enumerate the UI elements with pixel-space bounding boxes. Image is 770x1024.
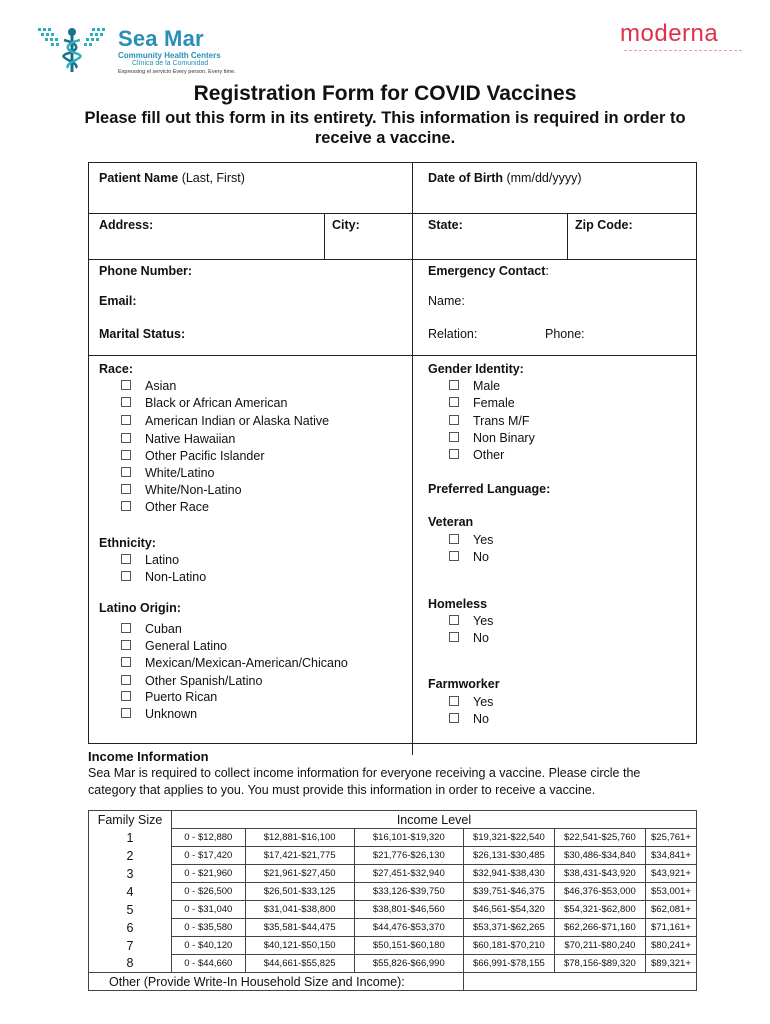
dob-hint: (mm/dd/yyyy) xyxy=(506,171,582,185)
income-level-cell[interactable]: $50,151-$60,180 xyxy=(354,937,463,955)
table-row xyxy=(89,865,697,883)
income-level-cell[interactable]: $43,921+ xyxy=(645,865,696,883)
race-option[interactable]: Other Race xyxy=(121,500,209,514)
family-size-cell: 5 xyxy=(89,901,172,919)
checkbox[interactable] xyxy=(121,708,131,718)
checkbox[interactable] xyxy=(449,380,459,390)
income-level-cell[interactable]: $39,751-$46,375 xyxy=(463,883,554,901)
checkbox[interactable] xyxy=(121,380,131,390)
income-level-cell[interactable]: 0 - $26,500 xyxy=(172,883,246,901)
race-option[interactable]: Asian xyxy=(121,379,176,393)
checkbox[interactable] xyxy=(121,415,131,425)
zip-divider xyxy=(567,213,568,259)
income-level-cell[interactable]: $54,321-$62,800 xyxy=(554,901,645,919)
latino-origin-option[interactable]: Puerto Rican xyxy=(121,690,217,704)
checkbox[interactable] xyxy=(449,551,459,561)
other-write-in[interactable]: Other (Provide Write-In Household Size and Income): xyxy=(89,973,464,991)
veteran-label: Veteran xyxy=(428,515,474,529)
income-level-cell[interactable]: $80,241+ xyxy=(645,937,696,955)
gender-option[interactable]: Female xyxy=(449,396,515,410)
income-level-cell[interactable]: $21,961-$27,450 xyxy=(245,865,354,883)
income-level-cell[interactable]: $40,121-$50,150 xyxy=(245,937,354,955)
latino-origin-option[interactable]: Mexican/Mexican-American/Chicano xyxy=(121,656,348,670)
checkbox[interactable] xyxy=(121,623,131,633)
income-level-cell[interactable]: $33,126-$39,750 xyxy=(354,883,463,901)
race-option[interactable]: Other Pacific Islander xyxy=(121,449,265,463)
latino-origin-option[interactable]: General Latino xyxy=(121,639,227,653)
marital-status-field[interactable]: Marital Status: xyxy=(99,327,186,341)
income-level-cell[interactable]: $35,581-$44,475 xyxy=(245,919,354,937)
sea-mar-line2: Clínica de la Comunidad xyxy=(132,60,209,67)
registration-form xyxy=(88,162,697,744)
checkbox[interactable] xyxy=(121,467,131,477)
sea-mar-name: Sea Mar xyxy=(118,26,204,51)
row-divider xyxy=(89,213,696,214)
table-header-row xyxy=(89,811,697,829)
income-level-cell[interactable]: $55,826-$66,990 xyxy=(354,955,463,973)
income-level-cell[interactable]: 0 - $12,880 xyxy=(172,829,246,847)
income-level-cell[interactable]: $89,321+ xyxy=(645,955,696,973)
gender-option[interactable]: Trans M/F xyxy=(449,414,529,428)
patient-name-label: Patient Name xyxy=(99,171,179,185)
income-level-header: Income Level xyxy=(172,811,697,829)
income-level-cell[interactable]: $71,161+ xyxy=(645,919,696,937)
income-level-cell[interactable]: $62,081+ xyxy=(645,901,696,919)
income-level-cell[interactable]: 0 - $44,660 xyxy=(172,955,246,973)
city-divider xyxy=(324,213,325,259)
income-level-cell[interactable]: $38,801-$46,560 xyxy=(354,901,463,919)
center-divider xyxy=(412,163,413,755)
table-row xyxy=(89,901,697,919)
row-divider xyxy=(89,355,696,356)
checkbox[interactable] xyxy=(121,433,131,443)
income-level-cell[interactable]: $21,776-$26,130 xyxy=(354,847,463,865)
family-size-cell: 4 xyxy=(89,883,172,901)
page-title: Registration Form for COVID Vaccines xyxy=(193,82,577,105)
checkbox[interactable] xyxy=(449,696,459,706)
race-option[interactable]: Native Hawaiian xyxy=(121,432,235,446)
income-table xyxy=(88,810,697,991)
patient-name-field[interactable] xyxy=(99,171,245,185)
latino-origin-option[interactable]: Cuban xyxy=(121,622,182,636)
income-level-cell[interactable]: $53,371-$62,265 xyxy=(463,919,554,937)
ec-relation-field[interactable]: Relation: xyxy=(428,327,478,341)
income-level-cell[interactable]: 0 - $35,580 xyxy=(172,919,246,937)
family-size-cell: 8 xyxy=(89,955,172,973)
checkbox[interactable] xyxy=(449,713,459,723)
income-level-cell[interactable]: $46,561-$54,320 xyxy=(463,901,554,919)
checkbox[interactable] xyxy=(449,415,459,425)
income-level-cell[interactable]: $66,991-$78,155 xyxy=(463,955,554,973)
phone-field[interactable]: Phone Number: xyxy=(99,264,193,278)
ec-name-field[interactable]: Name: xyxy=(428,294,465,308)
checkbox[interactable] xyxy=(449,534,459,544)
patient-name-hint: (Last, First) xyxy=(181,171,245,185)
checkbox[interactable] xyxy=(449,432,459,442)
checkbox[interactable] xyxy=(121,571,131,581)
checkbox[interactable] xyxy=(449,615,459,625)
income-level-cell[interactable]: $46,376-$53,000 xyxy=(554,883,645,901)
income-level-cell[interactable]: $25,761+ xyxy=(645,829,696,847)
checkbox[interactable] xyxy=(121,484,131,494)
emergency-contact-label xyxy=(428,264,549,278)
income-level-cell[interactable]: 0 - $21,960 xyxy=(172,865,246,883)
gender-label: Gender Identity: xyxy=(428,362,524,376)
income-level-cell[interactable]: $27,451-$32,940 xyxy=(354,865,463,883)
income-instructions: Sea Mar is required to collect income information for everyone receiving a vaccine. Please circle the category that applies to you. You must provide this information in order to receive a vaccine. xyxy=(88,766,641,797)
income-heading: Income Information xyxy=(88,749,209,764)
checkbox[interactable] xyxy=(121,657,131,667)
checkbox[interactable] xyxy=(449,632,459,642)
checkbox[interactable] xyxy=(121,397,131,407)
income-level-cell[interactable]: 0 - $40,120 xyxy=(172,937,246,955)
veteran-option[interactable]: No xyxy=(449,550,489,564)
gender-option[interactable]: Non Binary xyxy=(449,431,535,445)
veteran-option[interactable]: Yes xyxy=(449,533,493,547)
sea-mar-logo xyxy=(36,24,236,78)
other-row xyxy=(89,973,697,991)
race-option[interactable]: White/Non-Latino xyxy=(121,483,242,497)
homeless-option[interactable]: Yes xyxy=(449,614,493,628)
income-level-cell[interactable]: $70,211-$80,240 xyxy=(554,937,645,955)
table-row xyxy=(89,829,697,847)
table-row xyxy=(89,883,697,901)
table-row xyxy=(89,955,697,973)
family-size-cell: 7 xyxy=(89,937,172,955)
homeless-label: Homeless xyxy=(428,597,488,611)
latino-origin-option[interactable]: Unknown xyxy=(121,707,197,721)
income-level-cell[interactable]: $19,321-$22,540 xyxy=(463,829,554,847)
preferred-language-field[interactable]: Preferred Language: xyxy=(428,482,551,496)
family-size-cell: 2 xyxy=(89,847,172,865)
page-subtitle: Please fill out this form in its entirety. This information is required in order to receive a vaccine. xyxy=(84,109,686,147)
gender-option[interactable]: Other xyxy=(449,448,504,462)
race-option[interactable]: American Indian or Alaska Native xyxy=(121,414,329,428)
race-option[interactable]: White/Latino xyxy=(121,466,214,480)
income-level-cell[interactable]: $30,486-$34,840 xyxy=(554,847,645,865)
income-level-cell[interactable]: $12,881-$16,100 xyxy=(245,829,354,847)
state-field[interactable]: State: xyxy=(428,218,463,232)
farmworker-option[interactable]: No xyxy=(449,712,489,726)
latino-origin-option[interactable]: Other Spanish/Latino xyxy=(121,674,262,688)
family-size-cell: 6 xyxy=(89,919,172,937)
email-field[interactable]: Email: xyxy=(99,294,137,308)
ethnicity-label: Ethnicity: xyxy=(99,536,156,550)
income-level-cell[interactable]: $60,181-$70,210 xyxy=(463,937,554,955)
race-option[interactable]: Black or African American xyxy=(121,396,287,410)
dob-label: Date of Birth xyxy=(428,171,503,185)
other-write-in-blank[interactable] xyxy=(463,973,696,991)
income-level-cell[interactable]: $16,101-$19,320 xyxy=(354,829,463,847)
income-level-cell[interactable]: $62,266-$71,160 xyxy=(554,919,645,937)
latino-origin-label: Latino Origin: xyxy=(99,601,181,615)
dob-field[interactable] xyxy=(428,171,581,185)
checkbox[interactable] xyxy=(121,640,131,650)
checkbox[interactable] xyxy=(121,691,131,701)
farmworker-label: Farmworker xyxy=(428,677,500,691)
income-level-cell[interactable]: $38,431-$43,920 xyxy=(554,865,645,883)
farmworker-option[interactable]: Yes xyxy=(449,695,493,709)
income-level-cell[interactable]: $44,661-$55,825 xyxy=(245,955,354,973)
table-row xyxy=(89,919,697,937)
income-level-cell[interactable]: $17,421-$21,775 xyxy=(245,847,354,865)
row-divider xyxy=(89,259,696,260)
income-level-cell[interactable]: $53,001+ xyxy=(645,883,696,901)
address-field[interactable]: Address: xyxy=(99,218,154,232)
moderna-rule xyxy=(624,50,742,52)
income-level-cell[interactable]: $44,476-$53,370 xyxy=(354,919,463,937)
family-size-cell: 3 xyxy=(89,865,172,883)
income-level-cell[interactable]: $26,131-$30,485 xyxy=(463,847,554,865)
city-field[interactable]: City: xyxy=(332,218,360,232)
gender-option[interactable]: Male xyxy=(449,379,500,393)
homeless-option[interactable]: No xyxy=(449,631,489,645)
family-size-header: Family Size xyxy=(89,811,172,829)
income-level-cell[interactable]: $32,941-$38,430 xyxy=(463,865,554,883)
income-level-cell[interactable]: $78,156-$89,320 xyxy=(554,955,645,973)
caduceus-icon xyxy=(36,24,110,74)
table-row xyxy=(89,847,697,865)
emergency-colon: : xyxy=(545,264,549,278)
income-level-cell[interactable]: $31,041-$38,800 xyxy=(245,901,354,919)
checkbox[interactable] xyxy=(121,450,131,460)
checkbox[interactable] xyxy=(121,554,131,564)
checkbox[interactable] xyxy=(449,397,459,407)
checkbox[interactable] xyxy=(449,449,459,459)
income-level-cell[interactable]: $22,541-$25,760 xyxy=(554,829,645,847)
zip-field[interactable]: Zip Code: xyxy=(575,218,633,232)
emergency-contact-text: Emergency Contact xyxy=(428,264,546,278)
ethnicity-option[interactable]: Non-Latino xyxy=(121,570,206,584)
moderna-logo: moderna xyxy=(620,20,719,47)
checkbox[interactable] xyxy=(121,501,131,511)
sea-mar-tagline: Expressing el servicio Every person. Every time. xyxy=(118,69,236,75)
ec-phone-field[interactable]: Phone: xyxy=(545,327,585,341)
table-row xyxy=(89,937,697,955)
income-level-cell[interactable]: $26,501-$33,125 xyxy=(245,883,354,901)
checkbox[interactable] xyxy=(121,675,131,685)
income-level-cell[interactable]: $34,841+ xyxy=(645,847,696,865)
sea-mar-line1: Community Health Centers xyxy=(118,51,221,60)
race-label: Race: xyxy=(99,362,134,376)
income-level-cell[interactable]: 0 - $17,420 xyxy=(172,847,246,865)
ethnicity-option[interactable]: Latino xyxy=(121,553,179,567)
family-size-cell: 1 xyxy=(89,829,172,847)
income-level-cell[interactable]: 0 - $31,040 xyxy=(172,901,246,919)
